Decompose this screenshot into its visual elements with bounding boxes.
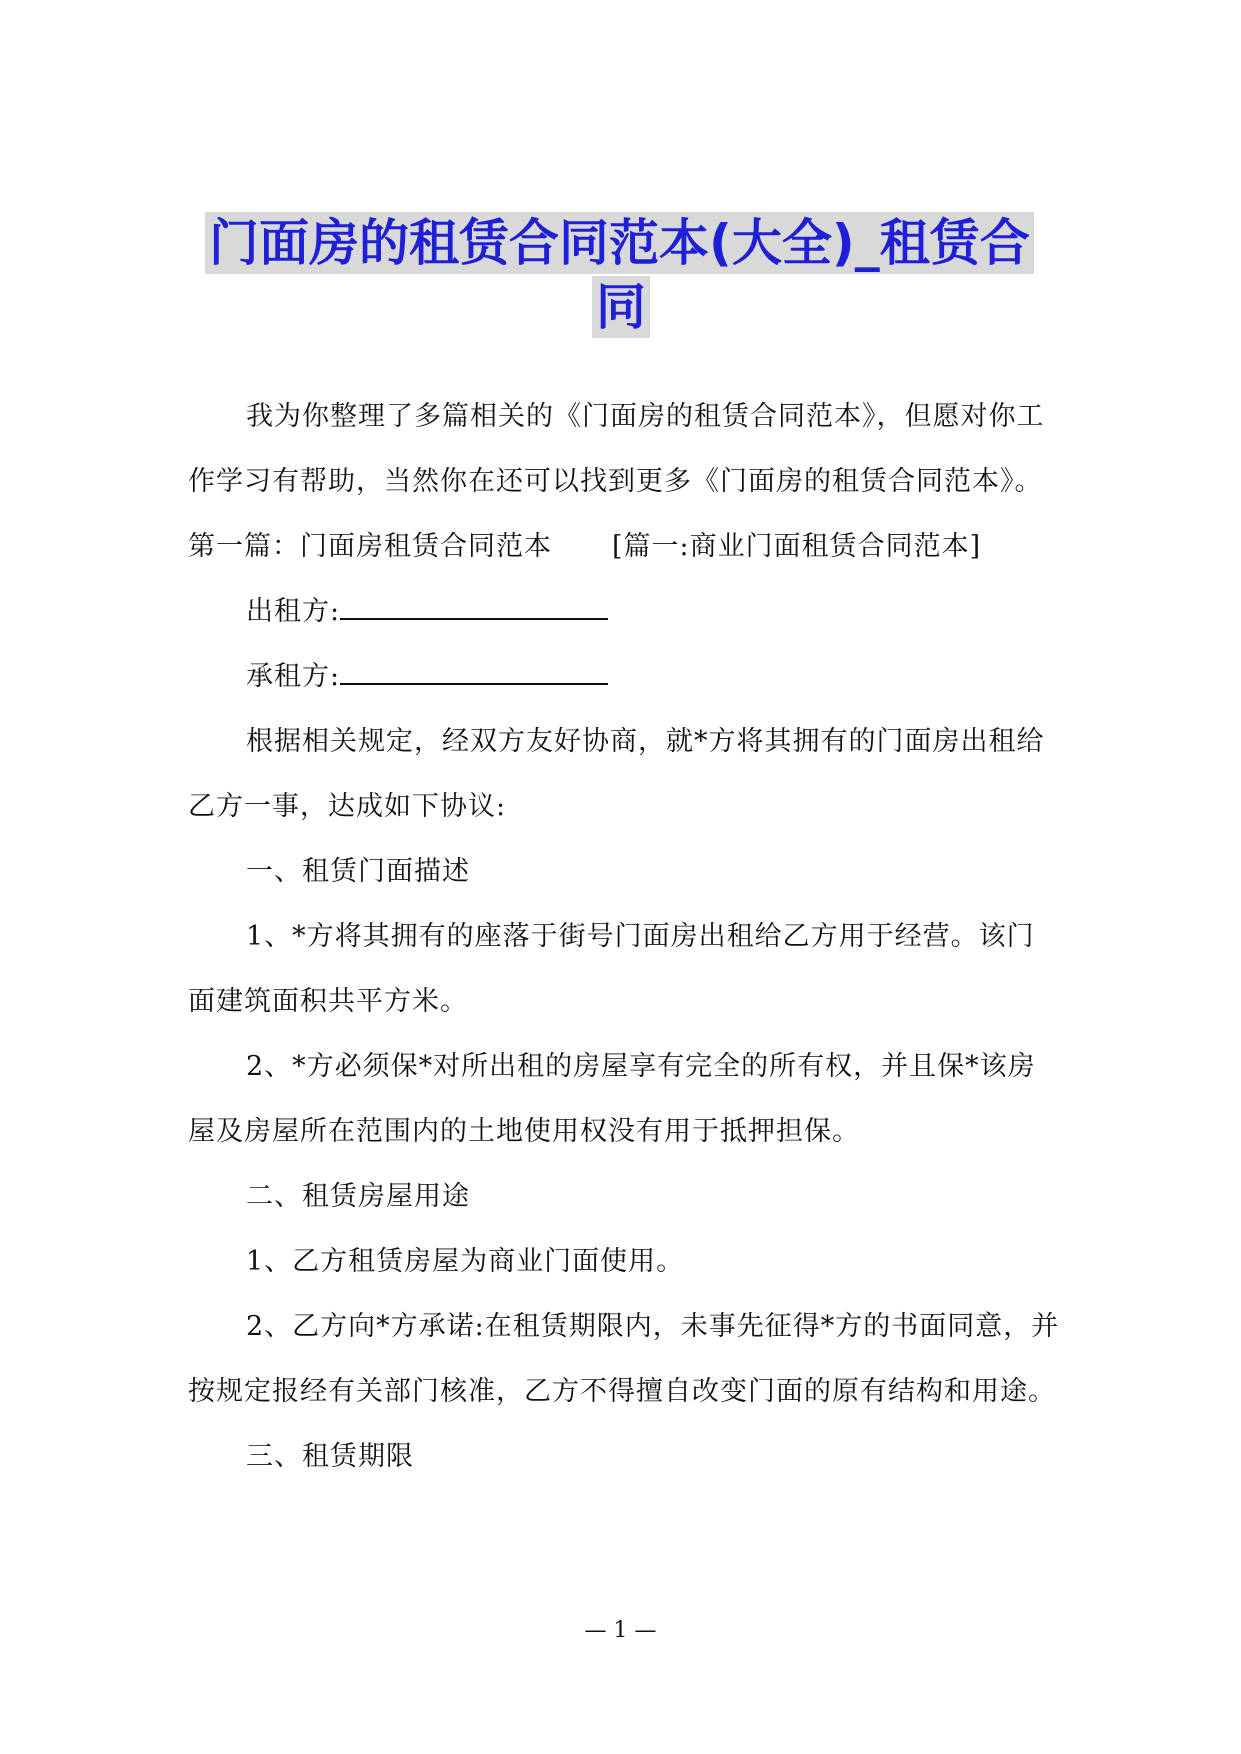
document-body [188, 384, 1062, 1489]
page-number: — 1 — [584, 1618, 657, 1643]
lessor-label: 出租方: [246, 596, 341, 627]
lessor-blank [340, 596, 608, 620]
lessor-field [188, 579, 1062, 644]
lessee-blank [340, 661, 608, 685]
lessee-label: 承租方: [246, 661, 341, 692]
lessee-field [188, 644, 1062, 709]
clause-2-2: 2、乙方向*方承诺:在租赁期限内，未事先征得*方的书面同意，并按规定报经有关部门核准，乙方不得擅自改变门面的原有结构和用途。 [188, 1311, 1060, 1407]
section-2-heading: 二、租赁房屋用途 [246, 1181, 470, 1212]
section-heading-left: 第一篇：门面房租赁合同范本 [188, 531, 552, 562]
title-line-1: 门面房的租赁合同范本(大全)_租赁合 [205, 212, 1034, 274]
intro-paragraph: 我为你整理了多篇相关的《门面房的租赁合同范本》，但愿对你工作学习有帮助，当然你在还可以找到更多《门面房的租赁合同范本》。 [188, 401, 1045, 497]
section-3-heading: 三、租赁期限 [246, 1441, 414, 1472]
title-line-2: 同 [592, 276, 650, 338]
section-heading [188, 514, 1062, 579]
section-heading-right: [篇一:商业门面租赁合同范本] [612, 531, 982, 562]
section-1-heading: 一、租赁门面描述 [246, 856, 470, 887]
clause-1-2: 2、*方必须保*对所出租的房屋享有完全的所有权，并且保*该房屋及房屋所在范围内的土地使用权没有用于抵押担保。 [188, 1051, 1036, 1147]
clause-2-1: 1、乙方租赁房屋为商业门面使用。 [246, 1246, 685, 1277]
clause-1-1: 1、*方将其拥有的座落于街号门面房出租给乙方用于经营。该门面建筑面积共平方米。 [188, 921, 1035, 1017]
agreement-intro-paragraph: 根据相关规定，经双方友好协商，就*方将其拥有的门面房出租给乙方一事，达成如下协议: [188, 726, 1045, 822]
